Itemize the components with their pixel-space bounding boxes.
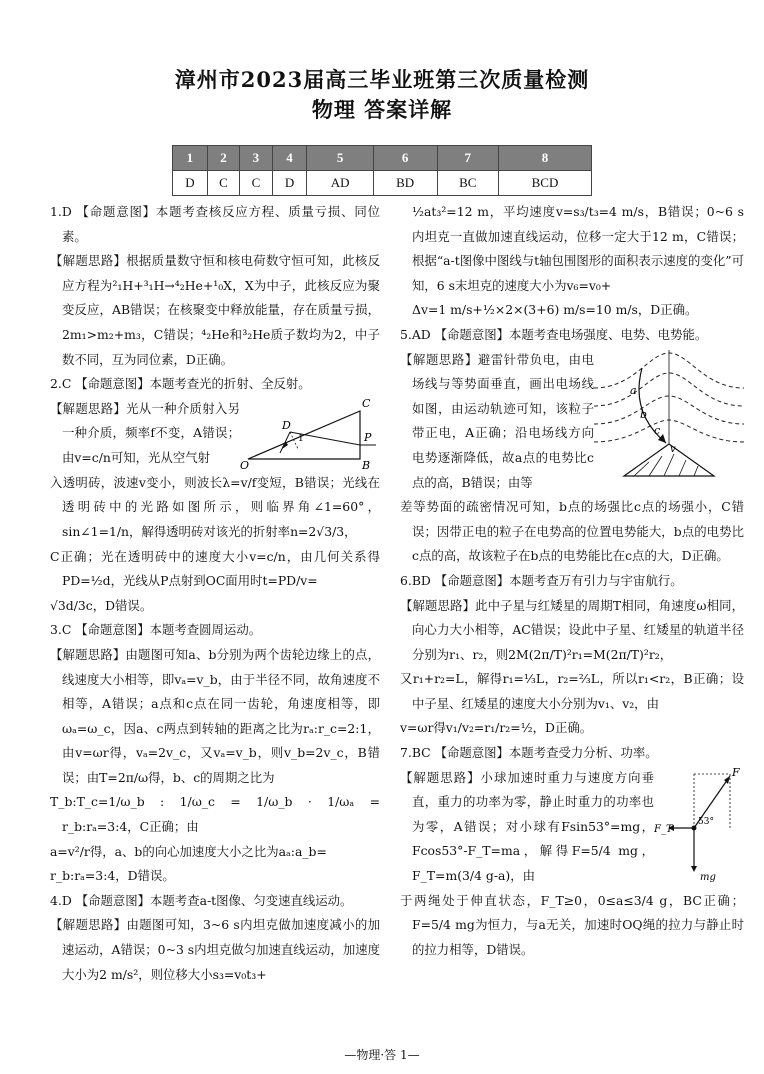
q7-label-mg: mg	[700, 871, 716, 883]
answer-cell: D	[272, 171, 307, 196]
q2-body-part2: 入透明砖，波速v变小，则波长λ=v/f变短，B错误；光线在透明砖中的光路如图所示，则临界角∠1=60°，sin∠1=1/n，解得透明砖对该光的折射率n=2√3/3，	[50, 474, 380, 539]
answer-table	[172, 145, 592, 196]
q5-label-b: b	[640, 407, 648, 421]
q2-figure-row	[50, 396, 380, 471]
q5-field-figure	[594, 348, 744, 478]
question-number: 2	[207, 146, 239, 171]
q7-body-part2: 于两绳处于伸直状态，F_T≥0，0≤a≤3/4 g，BC正确；F=5/4 mg为恒力，与a无关，加速时OQ绳的拉力与静止时的拉力相等，D错误。	[400, 892, 744, 957]
q3-body-part4: r_b:rₐ=3:4，D错误。	[50, 868, 175, 884]
page-subtitle: 物理 答案详解	[311, 97, 453, 122]
q2-body-part4: √3d/3c，D错误。	[50, 597, 153, 613]
q1-heading: 1.D 【命题意图】本题考查核反应方程、质量亏损、同位素。	[50, 204, 380, 244]
solution-q6	[400, 569, 744, 741]
right-column	[400, 200, 744, 962]
q3-body-part3: a=v²/r得，a、b的向心加速度大小之比为aₐ:a_b=	[50, 843, 327, 859]
q5-heading: 5.AD 【命题意图】本题考查电场强度、电势、电势能。	[400, 326, 708, 342]
q3-body-part2: T_b:T_c=1/ω_b : 1/ω_c = 1/ω_b · 1/ωₐ = r_b:rₐ=3:4，C正确；由	[50, 794, 380, 835]
question-number: 7	[437, 146, 498, 171]
q5-figure-row	[400, 348, 744, 496]
q5-body-part2: 差等势面的疏密情况可知，b点的场强比c点的场强小，C错误；因带正电的粒子在电势高的位置电势能大，b点的电势比c点的高，故该粒子在b点的电势能比在c点的大，D正确。	[400, 499, 744, 564]
q2-heading: 2.C 【命题意图】本题考查光的折射、全反射。	[50, 376, 311, 392]
left-column	[50, 200, 380, 987]
q4-body-part1: 【解题思路】由题图可知，3~6 s内坦克做加速度减小的加速运动，A错误；0~3 s内坦克做匀加速直线运动，加速度大小为2 m/s²，则位移大小s₃=v₀t₃+	[50, 917, 380, 982]
solution-q4-continued	[400, 200, 744, 323]
q2-label-B: B	[362, 458, 371, 471]
page-title: 漳州市2023届高三毕业班第三次质量检测	[174, 67, 590, 92]
q4-heading: 4.D 【命题意图】本题考查a-t图像、匀变速直线运动。	[50, 892, 353, 908]
solution-q3	[50, 618, 380, 889]
q7-label-F: F	[732, 765, 740, 779]
q7-heading: 7.BC 【命题意图】本题考查受力分析、功率。	[400, 745, 658, 761]
q7-label-FT: F_T	[654, 823, 673, 835]
q4-body-part3: Δv=1 m/s+½×2×(3+6) m/s=10 m/s，D正确。	[412, 302, 698, 318]
q2-body-part1: 【解题思路】光从一种介质射入另一种介质，频率f不变，A错误；由v=c/n可知，光从空气射	[50, 400, 240, 465]
q6-body-part2: 又r₁+r₂=L，解得r₁=⅓L，r₂=⅔L，所以r₁<r₂，B正确；设中子星、红矮星的速度大小分别为v₁、v₂，由	[400, 671, 744, 711]
q7-label-angle: 53°	[698, 816, 714, 827]
q2-light-path-figure	[240, 397, 380, 471]
q2-label-C: C	[362, 396, 371, 410]
q2-label-D: D	[282, 418, 291, 432]
question-number: 4	[272, 146, 307, 171]
answer-cell: BD	[373, 171, 437, 196]
q5-label-v: v	[670, 443, 676, 455]
solution-q7	[400, 741, 744, 962]
question-number: 3	[240, 146, 272, 171]
answer-cell: C	[207, 171, 239, 196]
q2-label-angle1: 1	[298, 433, 304, 444]
solution-q2	[50, 372, 380, 618]
answer-cell: C	[240, 171, 272, 196]
solution-q4	[50, 889, 380, 987]
q2-label-P: P	[364, 430, 372, 444]
q1-body: 【解题思路】根据质量数守恒和核电荷数守恒可知，此核反应方程为²₁H+³₁H→⁴₂He+¹₀X，X为中子，此核反应为聚变反应，AB错误；在核聚变中释放能量，存在质量亏损，2m₁>m₂+m₃，C错误；⁴₂He和³₂He质子数均为2，中子数不同，互为同位素，D正确。	[50, 253, 380, 367]
q2-body-part3: C正确；光在透明砖中的速度大小v=c/n，由几何关系得PD=½d，光线从P点射到OC面用时t=PD/v=	[50, 548, 380, 589]
question-number: 6	[373, 146, 437, 171]
q6-body-part1: 【解题思路】此中子星与红矮星的周期T相同，角速度ω相同，向心力大小相等，AC错误；设此中子星、红矮星的轨道半径分别为r₁、r₂，则2M(2π/T)²r₁=M(2π/T)²r₂，	[400, 597, 744, 662]
question-number: 5	[307, 146, 373, 171]
answer-table-answer-row	[173, 171, 592, 196]
q5-body-part1: 【解题思路】避雷针带负电，由电场线与等势面垂直，画出电场线如图，由运动轨迹可知，该粒子带正电，A正确；沿电场线方向电势逐渐降低，故a点的电势比c点的高，B错误；由等	[400, 351, 594, 490]
q6-heading: 6.BD 【命题意图】本题考查万有引力与宇宙航行。	[400, 572, 683, 588]
answer-cell: D	[173, 171, 208, 196]
q7-figure-row	[400, 765, 744, 889]
question-number: 1	[173, 146, 208, 171]
answer-cell: BC	[437, 171, 498, 196]
q3-body-part1: 【解题思路】由题图可知a、b分别为两个齿轮边缘上的点，线速度大小相等，即vₐ=v_b，由于半径不同，故角速度不相等，A错误；a点和c点在同一齿轮，角速度相等，即ωₐ=ω_c，因a、c两点到转轴的距离之比为rₐ:r_c=2:1，由v=ωr得，vₐ=2v_c，又vₐ=v_b，则v_b=2v_c，B错误；由T=2π/ω得，b、c的周期之比为	[50, 646, 380, 785]
answer-cell: BCD	[499, 171, 592, 196]
q5-label-a: a	[630, 383, 637, 397]
q5-label-c: c	[654, 423, 661, 437]
q7-force-figure	[654, 766, 744, 884]
q7-body-part1: 【解题思路】小球加速时重力与速度方向垂直，重力的功率为零，静止时重力的功率也为零，A错误；对小球有Fsin53°=mg，Fcos53°-F_T=ma，解得F=5/4 mg，F_T=m(3/4 g-a)，由	[400, 769, 654, 884]
q6-body-part3: v=ωr得v₁/v₂=r₁/r₂=½，D正确。	[400, 720, 593, 736]
solution-q1	[50, 200, 380, 372]
solution-q5	[400, 323, 744, 569]
q2-label-O: O	[240, 458, 250, 471]
page-footer: —物理·答 1—	[344, 1048, 420, 1062]
q3-heading: 3.C 【命题意图】本题考查圆周运动。	[50, 622, 262, 638]
question-number: 8	[499, 146, 592, 171]
q4-body-part2: ½at₃²=12 m，平均速度v=s₃/t₃=4 m/s，B错误；0~6 s内坦克一直做加速直线运动，位移一定大于12 m，C错误；根据“a-t图像中图线与t轴包围图形的面积表示速度的变化”可知，6 s末坦克的速度大小为v₆=v₀+	[412, 204, 744, 293]
answer-cell: AD	[307, 171, 373, 196]
answer-table-header-row	[173, 146, 592, 171]
